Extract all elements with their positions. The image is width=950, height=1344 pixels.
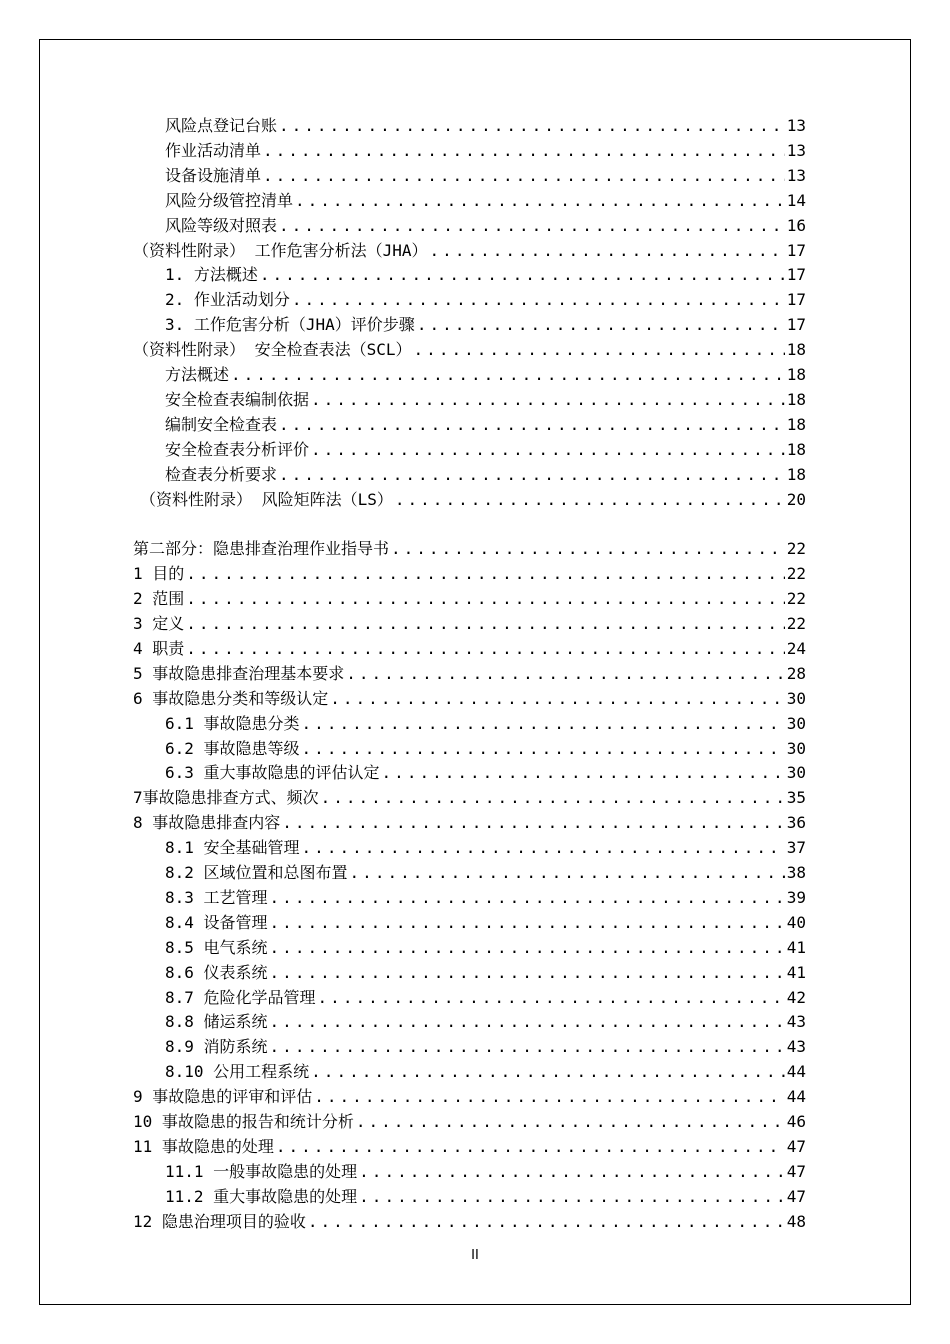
toc-entry-page: 37 bbox=[786, 838, 806, 858]
toc-entry[interactable] bbox=[165, 1059, 806, 1084]
toc-leader-dots bbox=[186, 611, 784, 636]
toc-entry-title: 9 事故隐患的评审和评估 bbox=[133, 1087, 313, 1107]
toc-entry-page: 30 bbox=[786, 713, 806, 733]
toc-entry-page: 46 bbox=[786, 1112, 806, 1131]
toc-entry-title: 12 隐患治理项目的验收 bbox=[133, 1211, 306, 1231]
toc-entry[interactable] bbox=[165, 835, 806, 860]
toc-leader-dots bbox=[302, 711, 785, 736]
toc-entry-title: 安全检查表分析评价 bbox=[165, 439, 310, 459]
toc-entry-title: 风险分级管控清单 bbox=[165, 190, 294, 210]
toc-entry-page: 41 bbox=[786, 937, 806, 957]
toc-entry[interactable] bbox=[165, 910, 806, 935]
toc-entry-title: 7事故隐患排查方式、频次 bbox=[133, 788, 319, 808]
toc-leader-dots bbox=[414, 337, 785, 362]
toc-entry[interactable] bbox=[165, 437, 806, 462]
toc-entry-page: 30 bbox=[786, 738, 806, 758]
toc-entry[interactable] bbox=[133, 785, 806, 810]
toc-entry[interactable] bbox=[165, 711, 806, 736]
toc-entry-page: 28 bbox=[786, 663, 806, 683]
toc-entry[interactable] bbox=[133, 1109, 806, 1134]
toc-entry-title: 8.3 工艺管理 bbox=[165, 887, 268, 907]
toc-entry[interactable] bbox=[165, 935, 806, 960]
toc-entry-page: 44 bbox=[786, 1062, 806, 1082]
toc-leader-dots bbox=[359, 1159, 785, 1184]
toc-entry[interactable] bbox=[165, 885, 806, 910]
toc-leader-dots bbox=[270, 1009, 785, 1034]
toc-entry-title: 方法概述 bbox=[165, 365, 230, 384]
toc-entry[interactable] bbox=[165, 1009, 806, 1034]
toc-leader-dots bbox=[346, 661, 784, 686]
toc-entry-title: 8.6 仪表系统 bbox=[165, 962, 268, 982]
toc-entry[interactable] bbox=[165, 1159, 806, 1184]
toc-leader-dots bbox=[318, 985, 785, 1010]
toc-entry[interactable] bbox=[165, 736, 806, 761]
toc-entry-title: 6.2 事故隐患等级 bbox=[165, 738, 300, 758]
toc-entry[interactable] bbox=[133, 337, 806, 362]
toc-entry-title: 1. 方法概述 bbox=[165, 265, 258, 285]
toc-entry[interactable] bbox=[165, 262, 806, 287]
toc-leader-dots bbox=[417, 312, 785, 337]
toc-entry-title: 3 定义 bbox=[133, 614, 185, 633]
toc-entry-page: 40 bbox=[786, 912, 806, 932]
toc-entry-page: 47 bbox=[786, 1161, 806, 1181]
toc-entry-page: 14 bbox=[786, 190, 806, 210]
toc-entry[interactable] bbox=[133, 810, 806, 835]
toc-entry[interactable] bbox=[133, 1084, 806, 1109]
toc-entry[interactable] bbox=[165, 362, 806, 387]
toc-entry-page: 43 bbox=[786, 1012, 806, 1032]
toc-entry-title: 2 范围 bbox=[133, 589, 185, 609]
toc-entry[interactable] bbox=[165, 138, 806, 163]
toc-leader-dots bbox=[186, 561, 784, 586]
toc-entry-page: 47 bbox=[786, 1186, 806, 1206]
toc-entry-title: 编制安全检查表 bbox=[165, 414, 278, 434]
toc-entry-title: 6 事故隐患分类和等级认定 bbox=[133, 688, 329, 708]
toc-entry-page: 20 bbox=[786, 489, 806, 509]
toc-entry-page: 22 bbox=[786, 539, 806, 559]
toc-entry-title: 11.1 一般事故隐患的处理 bbox=[165, 1161, 358, 1181]
toc-leader-dots bbox=[270, 1034, 785, 1059]
toc-leader-dots bbox=[260, 262, 785, 287]
toc-entry-page: 18 bbox=[786, 414, 806, 434]
toc-entry[interactable] bbox=[165, 960, 806, 985]
toc-entry-title: 安全检查表编制依据 bbox=[165, 389, 310, 409]
toc-entry-page: 24 bbox=[786, 638, 806, 658]
toc-entry-title: 8 事故隐患排查内容 bbox=[133, 813, 281, 833]
toc-entry-title: 风险点登记台账 bbox=[165, 116, 278, 135]
toc-entry-page: 22 bbox=[786, 564, 806, 584]
toc-entry-title: 8.4 设备管理 bbox=[165, 912, 268, 932]
toc-leader-dots bbox=[279, 213, 785, 238]
toc-leader-dots bbox=[295, 188, 785, 213]
toc-entry-title: 作业活动清单 bbox=[165, 140, 262, 160]
toc-leader-dots bbox=[356, 1109, 785, 1134]
toc-entry-page: 17 bbox=[786, 265, 806, 285]
toc-entry-title: 第二部分：隐患排查治理作业指导书 bbox=[133, 539, 390, 559]
toc-entry[interactable] bbox=[165, 387, 806, 412]
toc-entry-page: 39 bbox=[786, 887, 806, 907]
toc-entry[interactable] bbox=[133, 238, 806, 263]
toc-leader-dots bbox=[276, 1134, 785, 1159]
toc-entry[interactable] bbox=[133, 1134, 806, 1159]
toc-entry[interactable] bbox=[133, 686, 806, 711]
toc-entry[interactable] bbox=[165, 287, 806, 312]
toc-entry-page: 17 bbox=[786, 240, 806, 260]
toc-entry-title: 6.1 事故隐患分类 bbox=[165, 713, 300, 733]
toc-leader-dots bbox=[263, 138, 785, 163]
toc-entry-page: 16 bbox=[786, 215, 806, 235]
toc-entry[interactable] bbox=[165, 860, 806, 885]
toc-entry[interactable] bbox=[165, 462, 806, 487]
toc-entry[interactable] bbox=[133, 661, 806, 686]
toc-entry-title: （资料性附录） 安全检查表法（SCL） bbox=[133, 340, 412, 360]
toc-leader-dots bbox=[279, 412, 785, 437]
toc-entry-title: 11 事故隐患的处理 bbox=[133, 1136, 274, 1156]
toc-entry-page: 43 bbox=[786, 1037, 806, 1057]
toc-entry[interactable] bbox=[140, 487, 806, 512]
toc-entry[interactable] bbox=[165, 1034, 806, 1059]
toc-entry[interactable] bbox=[165, 113, 806, 138]
toc-entry-title: 4 职责 bbox=[133, 638, 185, 658]
toc-leader-dots bbox=[270, 910, 785, 935]
toc-entry-page: 30 bbox=[786, 763, 806, 783]
toc-leader-dots bbox=[263, 163, 785, 188]
toc-entry-page: 18 bbox=[786, 340, 806, 360]
toc-entry-page: 22 bbox=[786, 589, 806, 609]
toc-leader-dots bbox=[279, 113, 785, 138]
toc-leader-dots bbox=[270, 885, 785, 910]
toc-entry-title: 8.9 消防系统 bbox=[165, 1037, 268, 1057]
toc-entry-page: 48 bbox=[786, 1211, 806, 1231]
toc-entry[interactable] bbox=[165, 412, 806, 437]
toc-entry-title: 6.3 重大事故隐患的评估认定 bbox=[165, 763, 380, 783]
toc-leader-dots bbox=[321, 785, 785, 810]
toc-leader-dots bbox=[311, 1059, 785, 1084]
toc-leader-dots bbox=[186, 586, 784, 611]
toc-entry[interactable] bbox=[165, 188, 806, 213]
toc-entry-title: 8.1 安全基础管理 bbox=[165, 838, 300, 858]
toc-entry[interactable] bbox=[133, 561, 806, 586]
toc-leader-dots bbox=[302, 736, 785, 761]
toc-entry-title: 风险等级对照表 bbox=[165, 215, 278, 235]
toc-entry-title: 8.2 区域位置和总图布置 bbox=[165, 863, 348, 882]
toc-entry-title: 8.7 危险化学品管理 bbox=[165, 987, 316, 1007]
toc-entry-title: 8.8 储运系统 bbox=[165, 1012, 268, 1032]
toc-entry-title: 8.10 公用工程系统 bbox=[165, 1062, 310, 1082]
page-number: II bbox=[471, 1248, 479, 1263]
toc-leader-dots bbox=[391, 536, 785, 561]
toc-entry[interactable] bbox=[133, 1209, 806, 1234]
toc-entry-page: 44 bbox=[786, 1087, 806, 1107]
toc-leader-dots bbox=[270, 935, 785, 960]
toc-entry-title: 1 目的 bbox=[133, 564, 185, 584]
toc-entry[interactable] bbox=[165, 1184, 806, 1209]
toc-entry-title: 设备设施清单 bbox=[165, 165, 262, 185]
toc-leader-dots bbox=[308, 1209, 785, 1234]
toc-leader-dots bbox=[302, 835, 785, 860]
toc-entry-title: （资料性附录） 风险矩阵法（LS） bbox=[140, 489, 393, 509]
toc-entry-page: 42 bbox=[786, 987, 806, 1007]
toc-leader-dots bbox=[311, 437, 785, 462]
toc-leader-dots bbox=[231, 362, 785, 387]
toc-entry-title: 5 事故隐患排查治理基本要求 bbox=[133, 663, 345, 683]
toc-leader-dots bbox=[186, 636, 784, 661]
toc-entry-page: 18 bbox=[786, 439, 806, 459]
toc-leader-dots bbox=[311, 387, 785, 412]
toc-entry[interactable] bbox=[133, 586, 806, 611]
toc-entry-page: 22 bbox=[786, 614, 806, 633]
toc-leader-dots bbox=[382, 760, 785, 785]
toc-entry-page: 13 bbox=[786, 140, 806, 160]
toc-entry-title: 检查表分析要求 bbox=[165, 464, 278, 484]
toc-entry-title: 3. 工作危害分析（JHA）评价步骤 bbox=[165, 315, 415, 335]
toc-entry-title: 11.2 重大事故隐患的处理 bbox=[165, 1186, 358, 1206]
toc-entry-page: 35 bbox=[786, 788, 806, 808]
toc-entry-page: 47 bbox=[786, 1136, 806, 1156]
toc-entry-page: 38 bbox=[786, 863, 806, 882]
toc-entry-page: 18 bbox=[786, 389, 806, 409]
toc-entry-page: 17 bbox=[786, 315, 806, 335]
toc-entry-page: 18 bbox=[786, 365, 806, 384]
toc-entry-page: 13 bbox=[786, 165, 806, 185]
toc-leader-dots bbox=[430, 238, 785, 263]
toc-entry-title: 8.5 电气系统 bbox=[165, 937, 268, 957]
toc-leader-dots bbox=[350, 860, 785, 885]
toc-entry-title: 2. 作业活动划分 bbox=[165, 290, 290, 310]
toc-entry[interactable] bbox=[133, 611, 806, 636]
toc-entry[interactable] bbox=[165, 163, 806, 188]
toc-entry-title: 10 事故隐患的报告和统计分析 bbox=[133, 1112, 354, 1131]
toc-leader-dots bbox=[359, 1184, 785, 1209]
toc-entry[interactable] bbox=[165, 213, 806, 238]
toc-leader-dots bbox=[292, 287, 785, 312]
toc-entry[interactable] bbox=[165, 312, 806, 337]
toc-entry-page: 17 bbox=[786, 290, 806, 310]
toc-leader-dots bbox=[279, 462, 785, 487]
toc-entry[interactable] bbox=[133, 536, 806, 561]
toc-entry[interactable] bbox=[133, 636, 806, 661]
toc-entry-page: 18 bbox=[786, 464, 806, 484]
toc-leader-dots bbox=[270, 960, 785, 985]
toc-leader-dots bbox=[314, 1084, 784, 1109]
toc-entry[interactable] bbox=[165, 760, 806, 785]
toc-entry-page: 30 bbox=[786, 688, 806, 708]
toc-leader-dots bbox=[282, 810, 784, 835]
toc-leader-dots bbox=[395, 487, 785, 512]
toc-entry-page: 13 bbox=[786, 116, 806, 135]
toc-entry-page: 36 bbox=[786, 813, 806, 833]
toc-entry[interactable] bbox=[165, 985, 806, 1010]
toc-leader-dots bbox=[330, 686, 784, 711]
toc-entry-page: 41 bbox=[786, 962, 806, 982]
toc-entry-title: （资料性附录） 工作危害分析法（JHA） bbox=[133, 240, 428, 260]
